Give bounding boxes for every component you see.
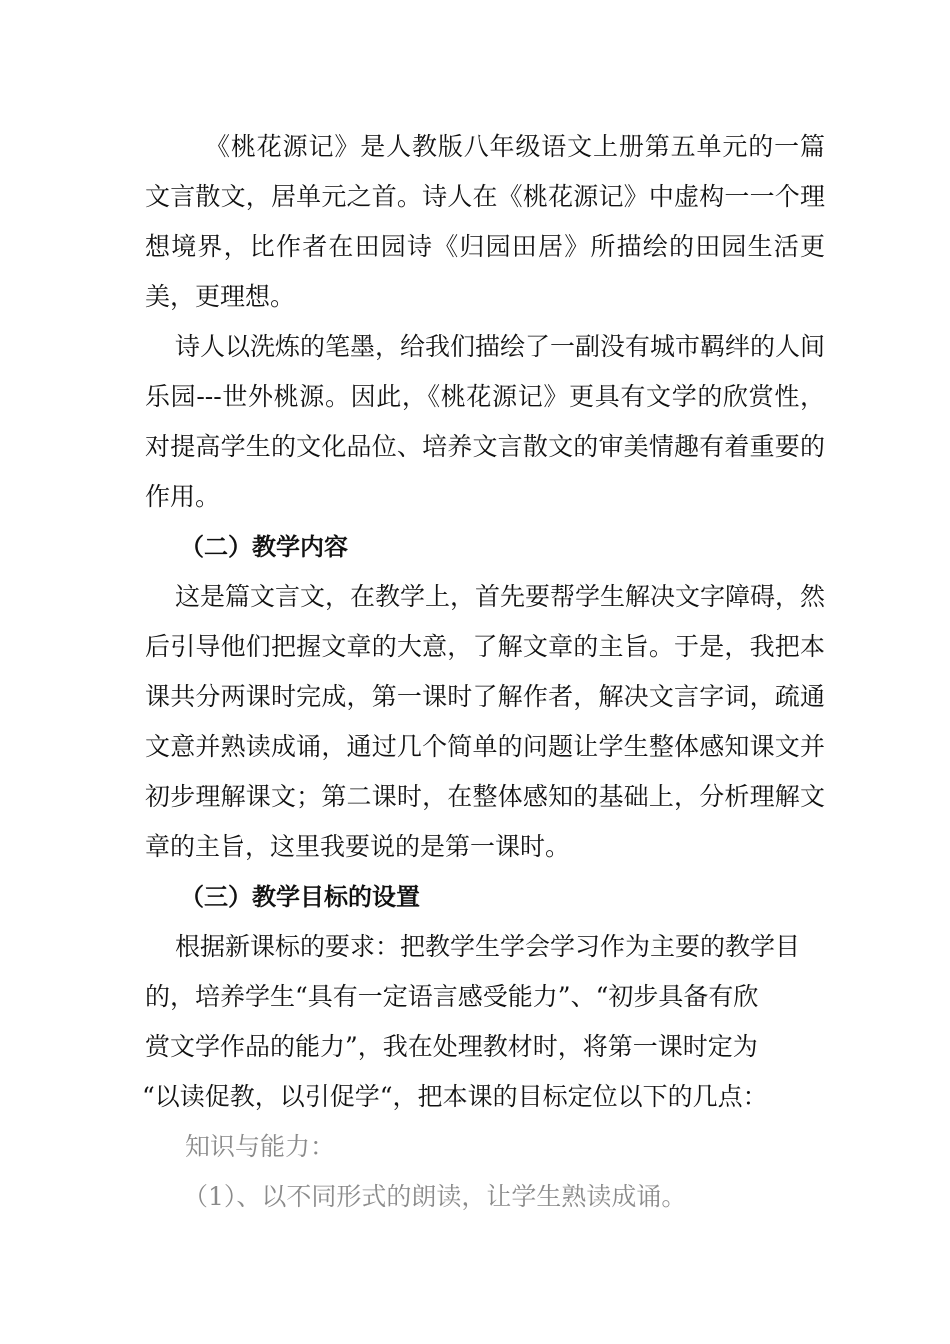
goals-line-2: 的，培养学生“具有一定语言感受能力”、“初步具备有欣: [145, 982, 759, 1011]
section-heading-teaching-goals: （三）教学目标的设置: [180, 883, 420, 911]
knowledge-ability-item-1: （1）、以不同形式的朗读，让学生熟读成诵。: [183, 1182, 687, 1211]
knowledge-ability-label: 知识与能力：: [185, 1132, 336, 1161]
goals-line-1: 根据新课标的要求：把教学生学会学习作为主要的教学目: [175, 932, 801, 961]
section-heading-teaching-content: （二）教学内容: [180, 533, 348, 561]
paragraph-poet: 诗人以洗炼的笔墨，给我们描绘了一副没有城市羁绊的人间乐园---世外桃源。因此，《桃花源记》更具有文学的欣赏性，对提高学生的文化品位、培养文言散文的审美情趣有着重要的作用。: [145, 332, 826, 511]
document-content: [142, 122, 826, 1222]
teaching-goals-block: [142, 922, 825, 1122]
paragraph-teaching-content: 这是篇文言文，在教学上，首先要帮学生解决文字障碍，然后引导他们把握文章的大意，了解文章的主旨。于是，我把本课共分两课时完成，第一课时了解作者，解决文言字词，疏通文意并熟读成诵，通过几个简单的问题让学生整体感知课文并初步理解课文；第二课时，在整体感知的基础上，分析理解文章的主旨，这里我要说的是第一课时。: [145, 582, 826, 861]
goals-line-3: 赏文学作品的能力”，我在处理教材时，将第一课时定为: [145, 1032, 758, 1061]
paragraph-intro: 《桃花源记》是人教版八年级语文上册第五单元的一篇文言散文，居单元之首。诗人在《桃花源记》中虚构一一个理想境界，比作者在田园诗《归园田居》所描绘的田园生活更美，更理想。: [145, 132, 825, 311]
goals-line-4: “以读促教，以引促学“，把本课的目标定位以下的几点：: [142, 1082, 768, 1111]
